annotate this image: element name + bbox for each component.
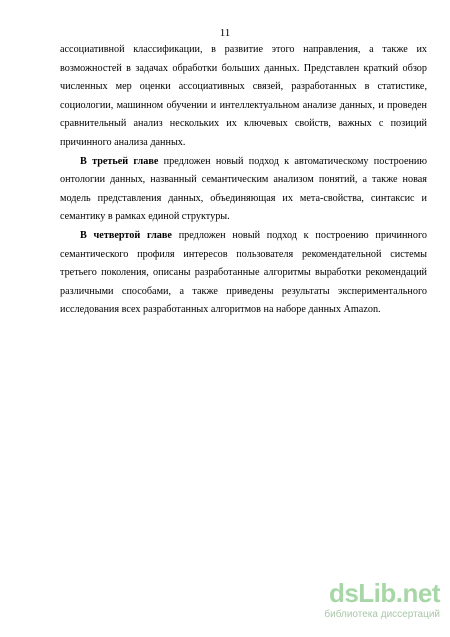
- watermark-caption: библиотека диссертаций: [324, 609, 440, 620]
- paragraph-text: предложен новый подход к построению причинного семантического профиля интересов пользователя рекомендательной системы третьего поколения, описаны разработанные алгоритмы выработки рекомендаций различными способами, а также приведены результаты экспериментального исследования всех разработанных алгоритмов на наборе данных Amazon.: [60, 229, 427, 316]
- watermark: [305, 579, 440, 627]
- paragraph-text: предложен новый подход к автоматическому построению онтологии данных, названный семантическим анализом понятий, а также новая модель представления данных, объединяющая их мета-свойства, синтаксис и семантику в рамках единой структуры.: [60, 155, 427, 223]
- paragraph-lead: В третьей главе: [80, 155, 159, 167]
- body-text: [60, 41, 427, 320]
- paragraph-chapter-4: [60, 227, 427, 320]
- paragraph-chapter-3: [60, 153, 427, 227]
- paragraph-lead: В четвертой главе: [80, 229, 172, 241]
- watermark-logo: dsLib.net: [328, 578, 440, 608]
- paragraph-continuation: [60, 41, 427, 153]
- page-number: 11: [219, 27, 231, 39]
- paragraph-text: ассоциативной классификации, в развитие этого направления, а также их возможностей в задачах обработки больших данных. Представлен краткий обзор численных мер оценки ассоциативных связей, разработанных в статистике, социологии, машинном обучении и интеллектуальном анализе данных, и проведен сравнительный анализ нескольких их ключевых свойств, важных с позиций причинного анализа данных.: [60, 44, 427, 148]
